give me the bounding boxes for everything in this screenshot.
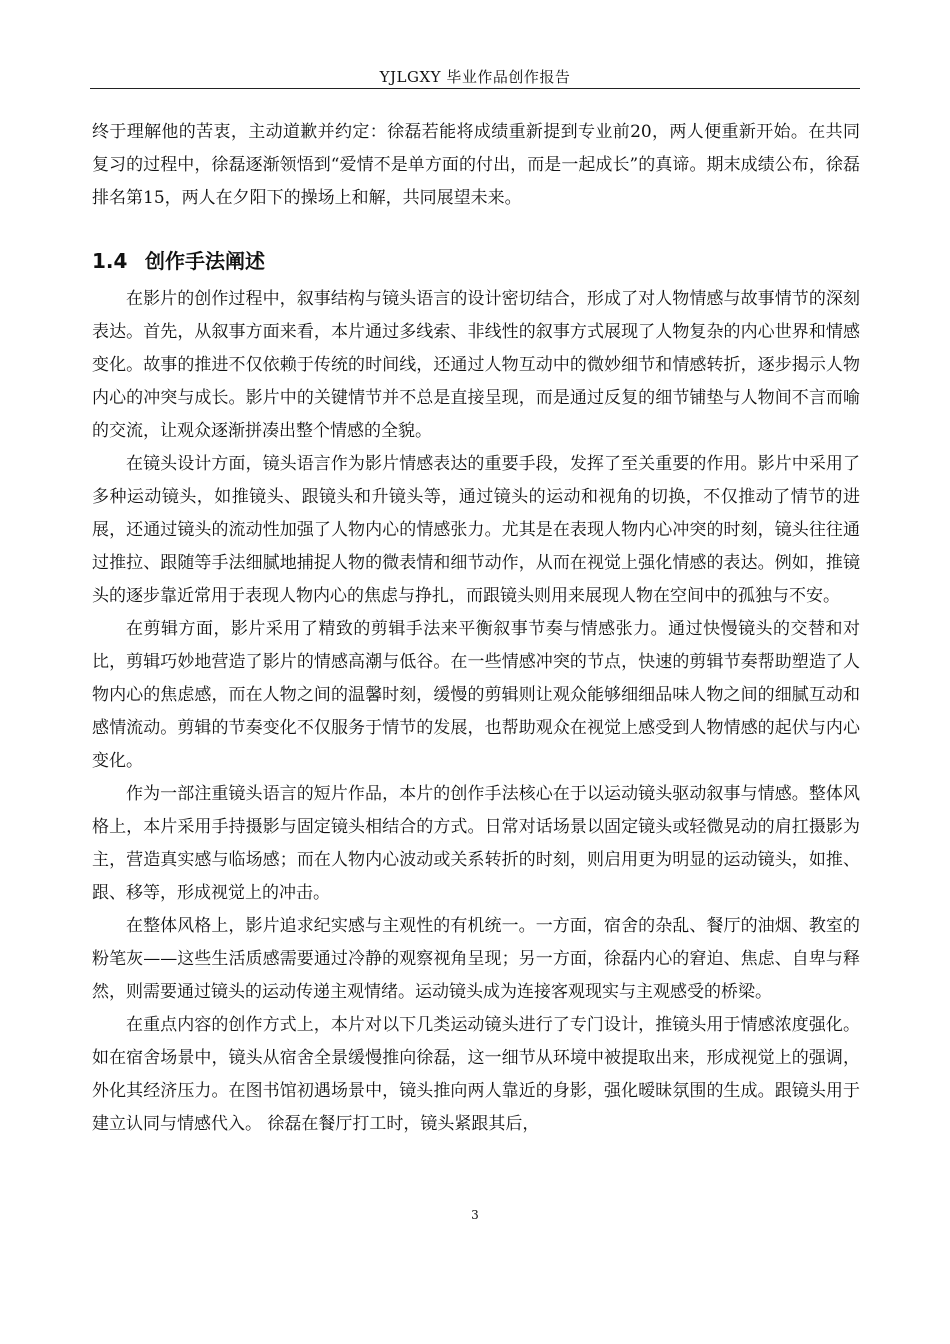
body-paragraph-6: 在重点内容的创作方式上，本片对以下几类运动镜头进行了专门设计，推镜头用于情感浓度强化。如在宿舍场景中，镜头从宿舍全景缓慢推向徐磊，这一细节从环境中被提取出来，形成视觉上的强调，外化其经济压力。在图书馆初遇场景中，镜头推向两人靠近的身影，强化暧昧氛围的生成。跟镜头用于建立认同与情感代入。 徐磊在餐厅打工时，镜头紧跟其后， bbox=[92, 1015, 860, 1134]
body-paragraph-1: 在影片的创作过程中，叙事结构与镜头语言的设计密切结合，形成了对人物情感与故事情节的深刻表达。首先，从叙事方面来看，本片通过多线索、非线性的叙事方式展现了人物复杂的内心世界和情感变化。故事的推进不仅依赖于传统的时间线，还通过人物互动中的微妙细节和情感转折，逐步揭示人物内心的冲突与成长。影片中的关键情节并不总是直接呈现，而是通过反复的细节铺垫与人物间不言而喻的交流，让观众逐渐拼凑出整个情感的全貌。 bbox=[92, 289, 860, 441]
body-paragraph-4: 作为一部注重镜头语言的短片作品，本片的创作手法核心在于以运动镜头驱动叙事与情感。整体风格上，本片采用手持摄影与固定镜头相结合的方式。日常对话场景以固定镜头或轻微晃动的肩扛摄影为主，营造真实感与临场感；而在人物内心波动或关系转折的时刻，则启用更为明显的运动镜头，如推、跟、移等，形成视觉上的冲击。 bbox=[92, 784, 860, 903]
body-paragraph-2: 在镜头设计方面，镜头语言作为影片情感表达的重要手段，发挥了至关重要的作用。影片中采用了多种运动镜头，如推镜头、跟镜头和升镜头等，通过镜头的运动和视角的切换，不仅推动了情节的进展，还通过镜头的流动性加强了人物内心的情感张力。尤其是在表现人物内心冲突的时刻，镜头往往通过推拉、跟随等手法细腻地捕捉人物的微表情和细节动作，从而在视觉上强化情感的表达。例如，推镜头的逐步靠近常用于表现人物内心的焦虑与挣扎，而跟镜头则用来展现人物在空间中的孤独与不安。 bbox=[92, 454, 860, 606]
document-body bbox=[92, 116, 860, 1141]
page-number: 3 bbox=[471, 1208, 479, 1222]
section-title: 创作手法阐述 bbox=[144, 249, 265, 273]
page-header-title: YJLGXY 毕业作品创作报告 bbox=[379, 68, 571, 86]
section-heading bbox=[92, 245, 860, 277]
header-rule bbox=[90, 88, 860, 89]
body-paragraph-5: 在整体风格上，影片追求纪实感与主观性的有机统一。一方面，宿舍的杂乱、餐厅的油烟、教室的粉笔灰——这些生活质感需要通过冷静的观察视角呈现；另一方面，徐磊内心的窘迫、焦虑、自卑与释然，则需要通过镜头的运动传递主观情绪。运动镜头成为连接客观现实与主观感受的桥梁。 bbox=[92, 916, 860, 1002]
section-number: 1.4 bbox=[92, 249, 128, 273]
body-paragraph-3: 在剪辑方面，影片采用了精致的剪辑手法来平衡叙事节奏与情感张力。通过快慢镜头的交替和对比，剪辑巧妙地营造了影片的情感高潮与低谷。在一些情感冲突的节点，快速的剪辑节奏帮助塑造了人物内心的焦虑感，而在人物之间的温馨时刻，缓慢的剪辑则让观众能够细细品味人物之间的细腻互动和感情流动。剪辑的节奏变化不仅服务于情节的发展，也帮助观众在视觉上感受到人物情感的起伏与内心变化。 bbox=[92, 619, 860, 771]
intro-paragraph: 终于理解他的苦衷，主动道歉并约定：徐磊若能将成绩重新提到专业前20，两人便重新开始。在共同复习的过程中，徐磊逐渐领悟到“爱情不是单方面的付出，而是一起成长”的真谛。期末成绩公布，徐磊排名第15，两人在夕阳下的操场上和解，共同展望未来。 bbox=[92, 122, 860, 208]
